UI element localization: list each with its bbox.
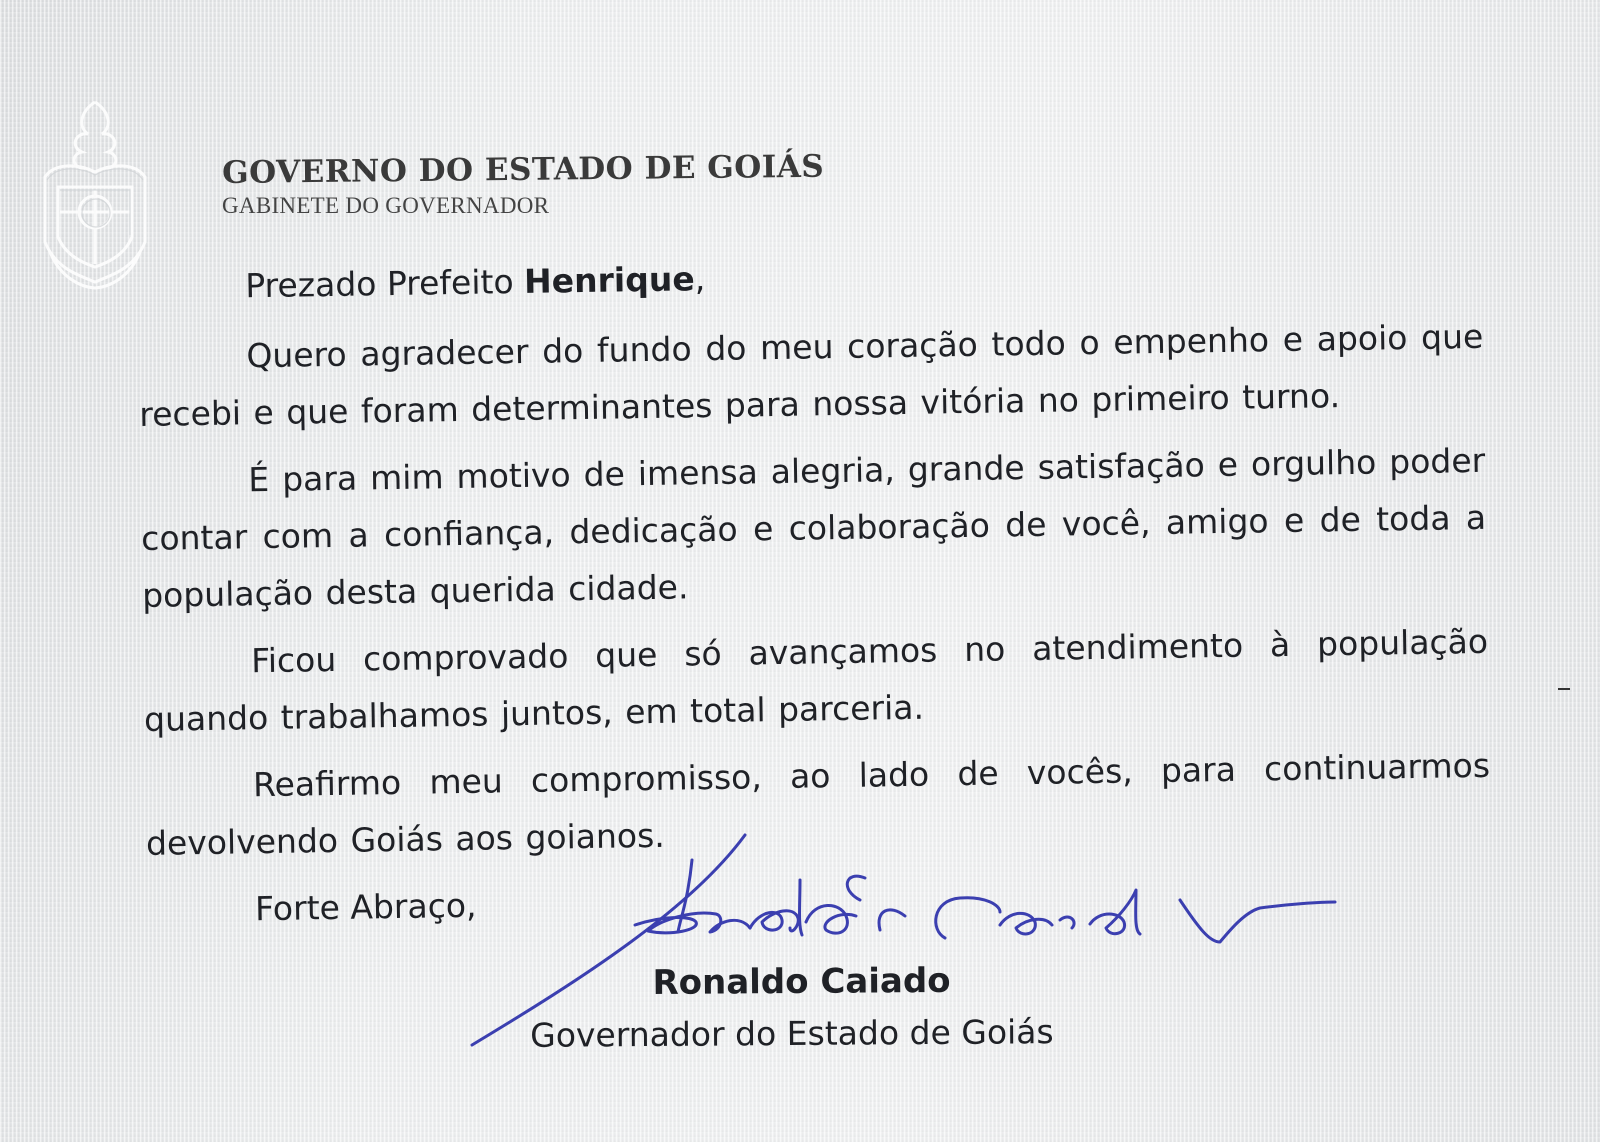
letterhead (222, 148, 825, 219)
signer-name: Ronaldo Caiado (652, 960, 951, 1003)
state-coat-of-arms-emboss (20, 92, 170, 292)
paragraph-joy: É para mim motivo de imensa alegria, grande satisfação e orgulho poder contar com a confiança, dedicação e colaboração de você, amigo e de toda a população desta querida cidade. (140, 440, 1487, 615)
greeting (245, 247, 1482, 305)
letterhead-office: GABINETE DO GOVERNADOR (222, 193, 550, 218)
paper-edge-mark (1558, 688, 1570, 690)
letterhead-government: GOVERNO DO ESTADO DE GOIÁS (222, 148, 825, 191)
paragraph-partnership: Ficou comprovado que só avançamos no atendimento à população quando trabalhamos juntos, em total parceria. (143, 621, 1489, 739)
paragraph-thanks: Quero agradecer do fundo do meu coração todo o empenho e apoio que recebi e que foram determinantes para nossa vitória no primeiro turno. (138, 316, 1484, 434)
closing: Forte Abraço, (254, 885, 477, 929)
greeting-salutation: Prezado Prefeito (244, 262, 514, 306)
signer-block (530, 960, 1054, 1055)
greeting-punctuation: , (694, 259, 706, 299)
paragraph-commitment: Reafirmo meu compromisso, ao lado de vocês, para continuarmos devolvendo Goiás aos goianos. (145, 745, 1491, 863)
signer-title: Governador do Estado de Goiás (530, 1012, 1054, 1055)
greeting-name: Henrique (523, 259, 695, 301)
